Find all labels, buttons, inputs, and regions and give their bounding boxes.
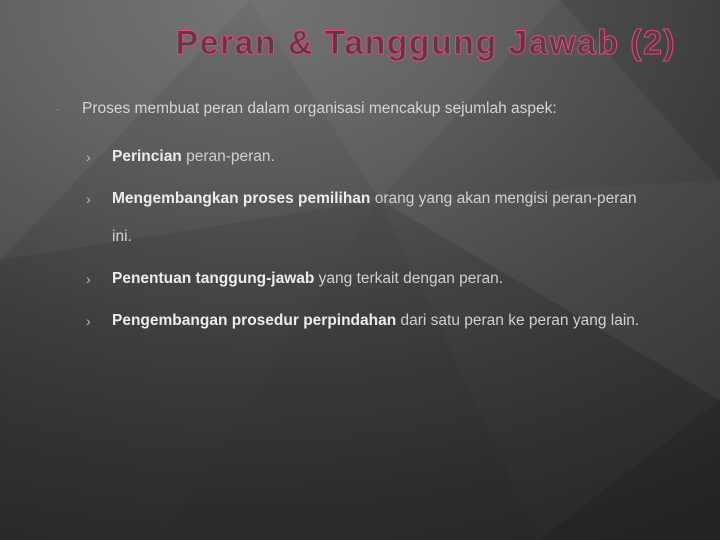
item-bold-text: Penentuan tanggung-jawab: [112, 270, 315, 287]
chevron-right-icon: ›: [86, 191, 91, 207]
item-text: peran-peran.: [181, 148, 275, 165]
item-text: dari satu peran ke peran yang lain.: [396, 312, 640, 329]
dot-bullet-icon: ·: [56, 104, 59, 114]
slide-title: Peran & Tanggung Jawab (2): [175, 24, 676, 62]
item-text: yang terkait dengan peran.: [314, 270, 504, 287]
list-item: [56, 260, 676, 298]
intro-text: Proses membuat peran dalam organisasi mencakup sejumlah aspek:: [82, 100, 557, 117]
list-item: [56, 138, 676, 176]
intro-bullet: [56, 98, 676, 120]
list-item: [56, 180, 676, 256]
slide-content: [56, 98, 676, 344]
chevron-right-icon: ›: [86, 313, 91, 329]
item-text: orang yang akan mengisi peran-peran ini.: [112, 190, 637, 245]
item-bold-text: Mengembangkan proses pemilihan: [112, 190, 371, 207]
chevron-right-icon: ›: [86, 271, 91, 287]
item-bold-text: Perincian: [112, 148, 182, 165]
item-bold-text: Pengembangan prosedur perpindahan: [112, 312, 397, 329]
list-item: [56, 302, 676, 340]
chevron-right-icon: ›: [86, 149, 91, 165]
